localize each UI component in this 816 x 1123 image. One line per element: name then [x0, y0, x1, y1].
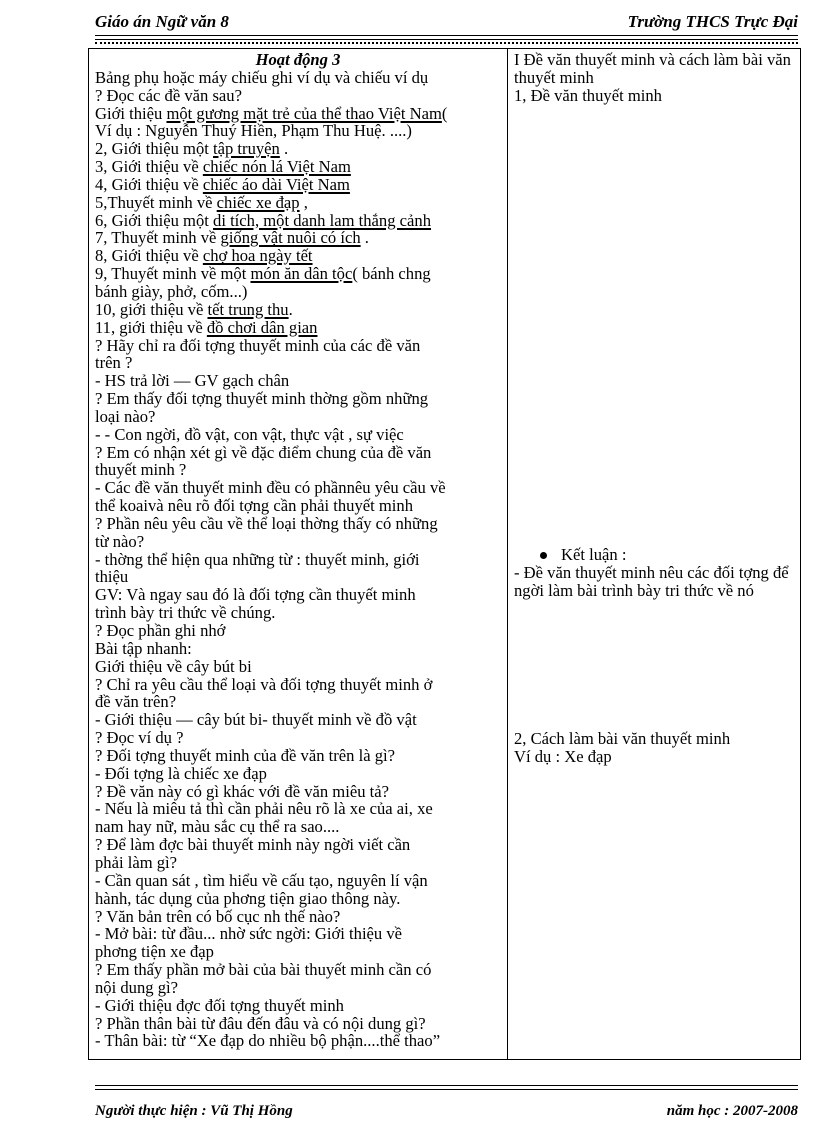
activity-column — [89, 49, 508, 1060]
underlined-topic: tập truyện — [213, 139, 280, 159]
activity-line: - Cần quan sát , tìm hiểu về cấu tạo, nguyên lí vận — [95, 870, 428, 890]
underlined-topic: chiếc nón lá Việt Nam — [202, 157, 351, 177]
activity-line: từ nào? — [95, 531, 145, 551]
underlined-topic: một gương mặt trẻ của thể thao Việt Nam — [166, 103, 442, 123]
activity-line: - Giới thiệu đợc đối tợng thuyết minh — [95, 995, 344, 1015]
underlined-topic: chợ hoa ngày tết — [202, 246, 313, 266]
activity-line: trên ? — [95, 353, 133, 373]
header-dotted-divider — [95, 42, 798, 46]
activity-line: ? Hãy chỉ ra đối tợng thuyết minh của các đề văn — [95, 335, 421, 355]
activity-line: - Giới thiệu — cây bút bi- thuyết minh về đồ vật — [95, 710, 417, 730]
activity-line: ? Đọc phần ghi nhớ — [95, 621, 226, 640]
activity-line: Bài tập nhanh: — [95, 638, 192, 658]
activity-line: - Nếu là miêu tả thì cần phải nêu rõ là xe của ai, xe — [95, 799, 433, 819]
underlined-topic: chiếc áo dài Việt Nam — [202, 174, 350, 194]
method-block — [514, 730, 796, 766]
activity-line: 9, Thuyết minh về một món ăn dân tộc( bánh chng — [95, 264, 431, 284]
activity-line: bánh giày, phở, cốm...) — [95, 281, 248, 301]
activity-line: 7, Thuyết minh về giống vật nuôi có ích . — [95, 228, 369, 248]
example-label: Ví dụ : Xe đạp — [514, 746, 612, 766]
underlined-topic: giống vật nuôi có ích — [220, 228, 361, 248]
activity-line: 11, giới thiệu về đồ chơi dân gian — [95, 317, 318, 337]
footer-year: năm học : 2007-2008 — [666, 1103, 798, 1119]
activity-line: - Thân bài: từ “Xe đạp do nhiều bộ phận....thể thao” — [95, 1031, 441, 1051]
section-title: I Đề văn thuyết minh và cách làm bài văn thuyết minh — [514, 50, 791, 87]
footer-author: Người thực hiện : Vũ Thị Hồng — [95, 1103, 293, 1119]
activity-line: phải làm gì? — [95, 852, 178, 872]
page-footer — [95, 1103, 798, 1123]
activity-line: 10, giới thiệu về tết trung thu. — [95, 299, 293, 319]
activity-line: 8, Giới thiệu về chợ hoa ngày tết — [95, 246, 313, 266]
activity-line: 4, Giới thiệu về chiếc áo dài Việt Nam — [95, 174, 350, 194]
activity-line: ? Đề văn này có gì khác với đề văn miêu tả? — [95, 781, 389, 801]
activity-line: ? Đọc ví dụ ? — [95, 728, 184, 748]
conclusion-block — [514, 546, 796, 600]
activity-line: trình bày tri thức về chúng. — [95, 603, 276, 623]
activity-line: Giới thiệu một gương mặt trẻ của thể thao Việt Nam( — [95, 103, 448, 123]
activity-line: GV: Và ngay sau đó là đối tợng cần thuyết minh — [95, 585, 416, 605]
activity-line: 3, Giới thiệu về chiếc nón lá Việt Nam — [95, 157, 351, 177]
page-header — [95, 10, 798, 34]
lesson-table — [88, 48, 801, 1060]
activity-line: đề văn trên? — [95, 692, 177, 712]
activity-line: - Mở bài: từ đầu... nhờ sức ngời: Giới thiệu về — [95, 924, 403, 944]
activity-line: - thờng thể hiện qua những từ : thuyết minh, giới — [95, 549, 420, 569]
activity-line: thể koaivà nêu rõ đối tợng cần phải thuyết minh — [95, 496, 413, 516]
underlined-topic: tết trung thu — [207, 299, 289, 319]
activity-line: loại nào? — [95, 406, 156, 426]
activity-line: Giới thiệu về cây bút bi — [95, 656, 252, 676]
activity-line: ? Đối tợng thuyết minh của đề văn trên là gì? — [95, 745, 396, 765]
activity-line: Bảng phụ hoặc máy chiếu ghi ví dụ và chiếu ví dụ — [95, 67, 429, 87]
activity-line: 6, Giới thiệu một di tích, một danh lam thắng cảnh — [95, 210, 431, 230]
activity-line: ? Em có nhận xét gì về đặc điểm chung của đề văn — [95, 442, 432, 462]
activity-line: nam hay nữ, màu sắc cụ thể ra sao.... — [95, 817, 340, 837]
activity-line: nội dung gì? — [95, 977, 178, 997]
content-column — [508, 49, 801, 1060]
activity-line: thiệu — [95, 567, 129, 587]
activity-line: ? Văn bản trên có bố cục nh thế nào? — [95, 906, 341, 926]
conclusion-text: - Đề văn thuyết minh nêu các đối tợng để ngời làm bài trình bày tri thức về nó — [514, 562, 789, 600]
activity-line: hành, tác dụng của phơng tiện giao thông này. — [95, 888, 401, 908]
activity-line: 5,Thuyết minh về chiếc xe đạp , — [95, 192, 308, 212]
activity-line: ? Em thấy phần mở bài của bài thuyết minh cần có — [95, 960, 432, 980]
activity-line: ? Chỉ ra yêu cầu thể loại và đối tợng thuyết minh ở — [95, 674, 433, 694]
activity-line: - Đối tợng là chiếc xe đạp — [95, 763, 267, 783]
activity-line: phơng tiện xe đạp — [95, 942, 214, 962]
subsection-method: 2, Cách làm bài văn thuyết minh — [514, 729, 731, 748]
footer-divider — [95, 1085, 798, 1090]
header-divider — [95, 35, 798, 40]
activity-line: - HS trả lời — GV gạch chân — [95, 371, 290, 391]
activity-line: - - Con ngời, đồ vật, con vật, thực vật , sự việc — [95, 424, 404, 444]
subsection-exam-topics: 1, Đề văn thuyết minh — [514, 85, 662, 105]
activity-line: ? Em thấy đối tợng thuyết minh thờng gồm những — [95, 389, 429, 409]
activity-line: ? Đọc các đề văn sau? — [95, 85, 242, 105]
underlined-topic: món ăn dân tộc — [250, 264, 353, 284]
activity-line: ? Phần thân bài từ đâu đến đâu và có nội dung gì? — [95, 1013, 426, 1033]
activity-line: ? Để làm đợc bài thuyết minh này ngời viết cần — [95, 835, 411, 855]
activity-line: ? Phần nêu yêu cầu về thể loại thờng thấy có những — [95, 513, 438, 533]
activity-title: Hoạt động 3 — [255, 50, 341, 69]
activity-line: thuyết minh ? — [95, 460, 187, 480]
activity-line: 2, Giới thiệu một tập truyện . — [95, 139, 289, 159]
underlined-topic: đồ chơi dân gian — [206, 317, 318, 337]
activity-line: - Các đề văn thuyết minh đều có phầnnêu yêu cầu về — [95, 478, 446, 498]
underlined-topic: chiếc xe đạp — [216, 192, 300, 212]
bullet-icon — [540, 552, 547, 559]
underlined-topic: di tích, một danh lam thắng cảnh — [213, 210, 431, 230]
header-subject: Giáo án Ngữ văn 8 — [95, 12, 229, 31]
header-school: Trường THCS Trực Đại — [627, 12, 798, 31]
conclusion-label: Kết luận : — [561, 545, 627, 564]
activity-line: Ví dụ : Nguyễn Thuý Hiền, Phạm Thu Huệ. ....) — [95, 121, 412, 141]
